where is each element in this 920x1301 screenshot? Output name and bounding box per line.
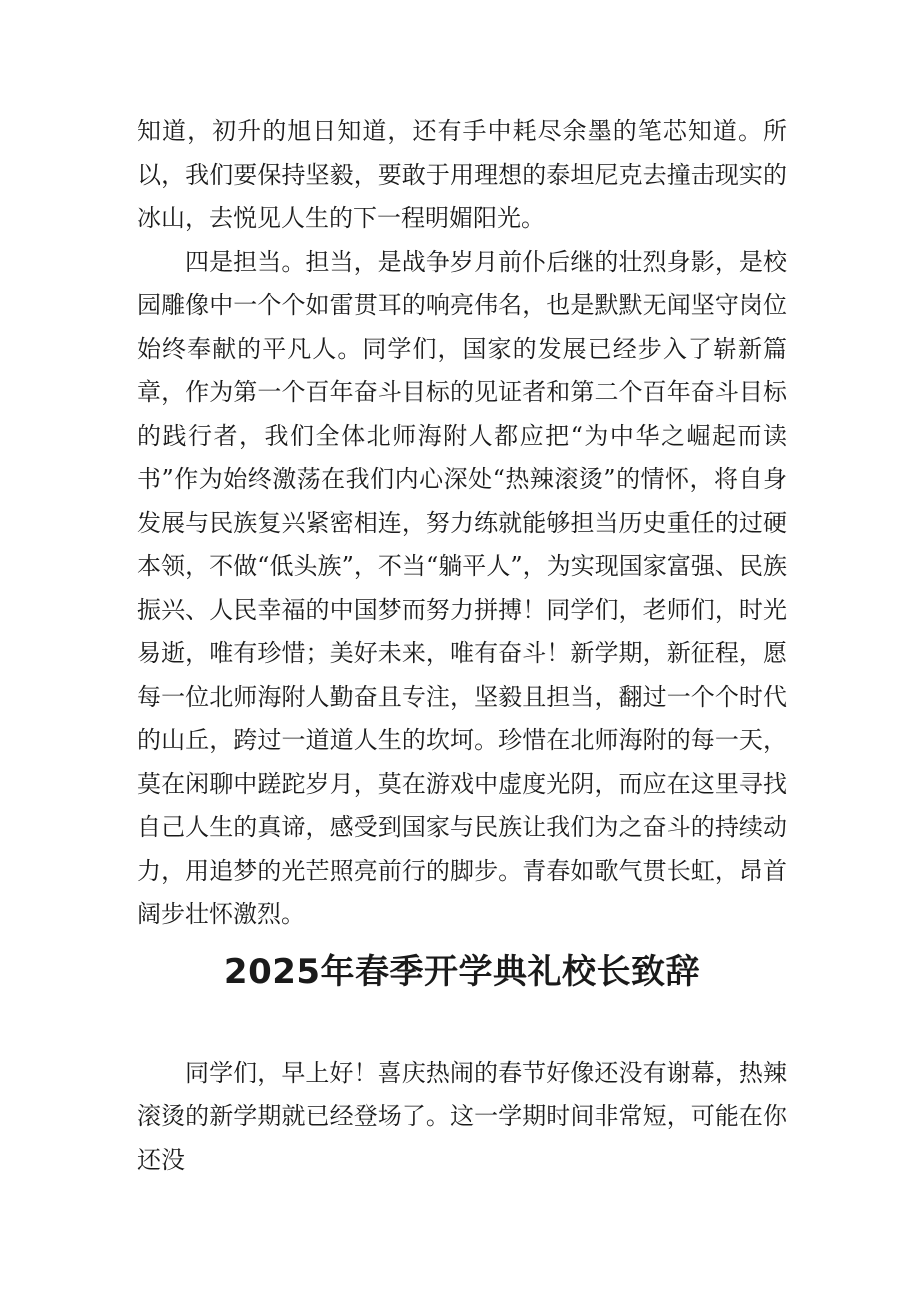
paragraph-speech-opening: 同学们，早上好！喜庆热闹的春节好像还没有谢幕，热辣滚烫的新学期就已经登场了。这一学期时间非常短，可能在你还没 xyxy=(137,1058,787,1174)
paragraph-continuation: 知道，初升的旭日知道，还有手中耗尽余墨的笔芯知道。所以，我们要保持坚毅，要敢于用理想的泰坦尼克去撞击现实的冰山，去悦见人生的下一程明媚阳光。 xyxy=(137,117,787,232)
document-body xyxy=(137,110,787,1182)
speech-title: 2025年春季开学典礼校长致辞 xyxy=(223,951,701,992)
paragraph-responsibility: 四是担当。担当，是战争岁月前仆后继的壮烈身影，是校园雕像中一个个如雷贯耳的响亮伟名，也是默默无闻坚守岗位始终奉献的平凡人。同学们，国家的发展已经步入了崭新篇章，作为第一个百年奋斗目标的见证者和第二个百年奋斗目标的践行者，我们全体北师海附人都应把“为中华之崛起而读书”作为始终激荡在我们内心深处“热辣滚烫”的情怀，将自身发展与民族复兴紧密相连，努力练就能够担当历史重任的过硬本领，不做“低头族”，不当“躺平人”，为实现国家富强、民族振兴、人民幸福的中国梦而努力拼搏！同学们，老师们，时光易逝，唯有珍惜；美好未来，唯有奋斗！新学期，新征程，愿每一位北师海附人勤奋且专注，坚毅且担当，翻过一个个时代的山丘，跨过一道道人生的坎坷。珍惜在北师海附的每一天，莫在闲聊中蹉跎岁月，莫在游戏中虚度光阴，而应在这里寻找自己人生的真谛，感受到国家与民族让我们为之奋斗的持续动力，用追梦的光芒照亮前行的脚步。青春如歌气贯长虹，昂首阔步壮怀激烈。 xyxy=(137,247,787,928)
